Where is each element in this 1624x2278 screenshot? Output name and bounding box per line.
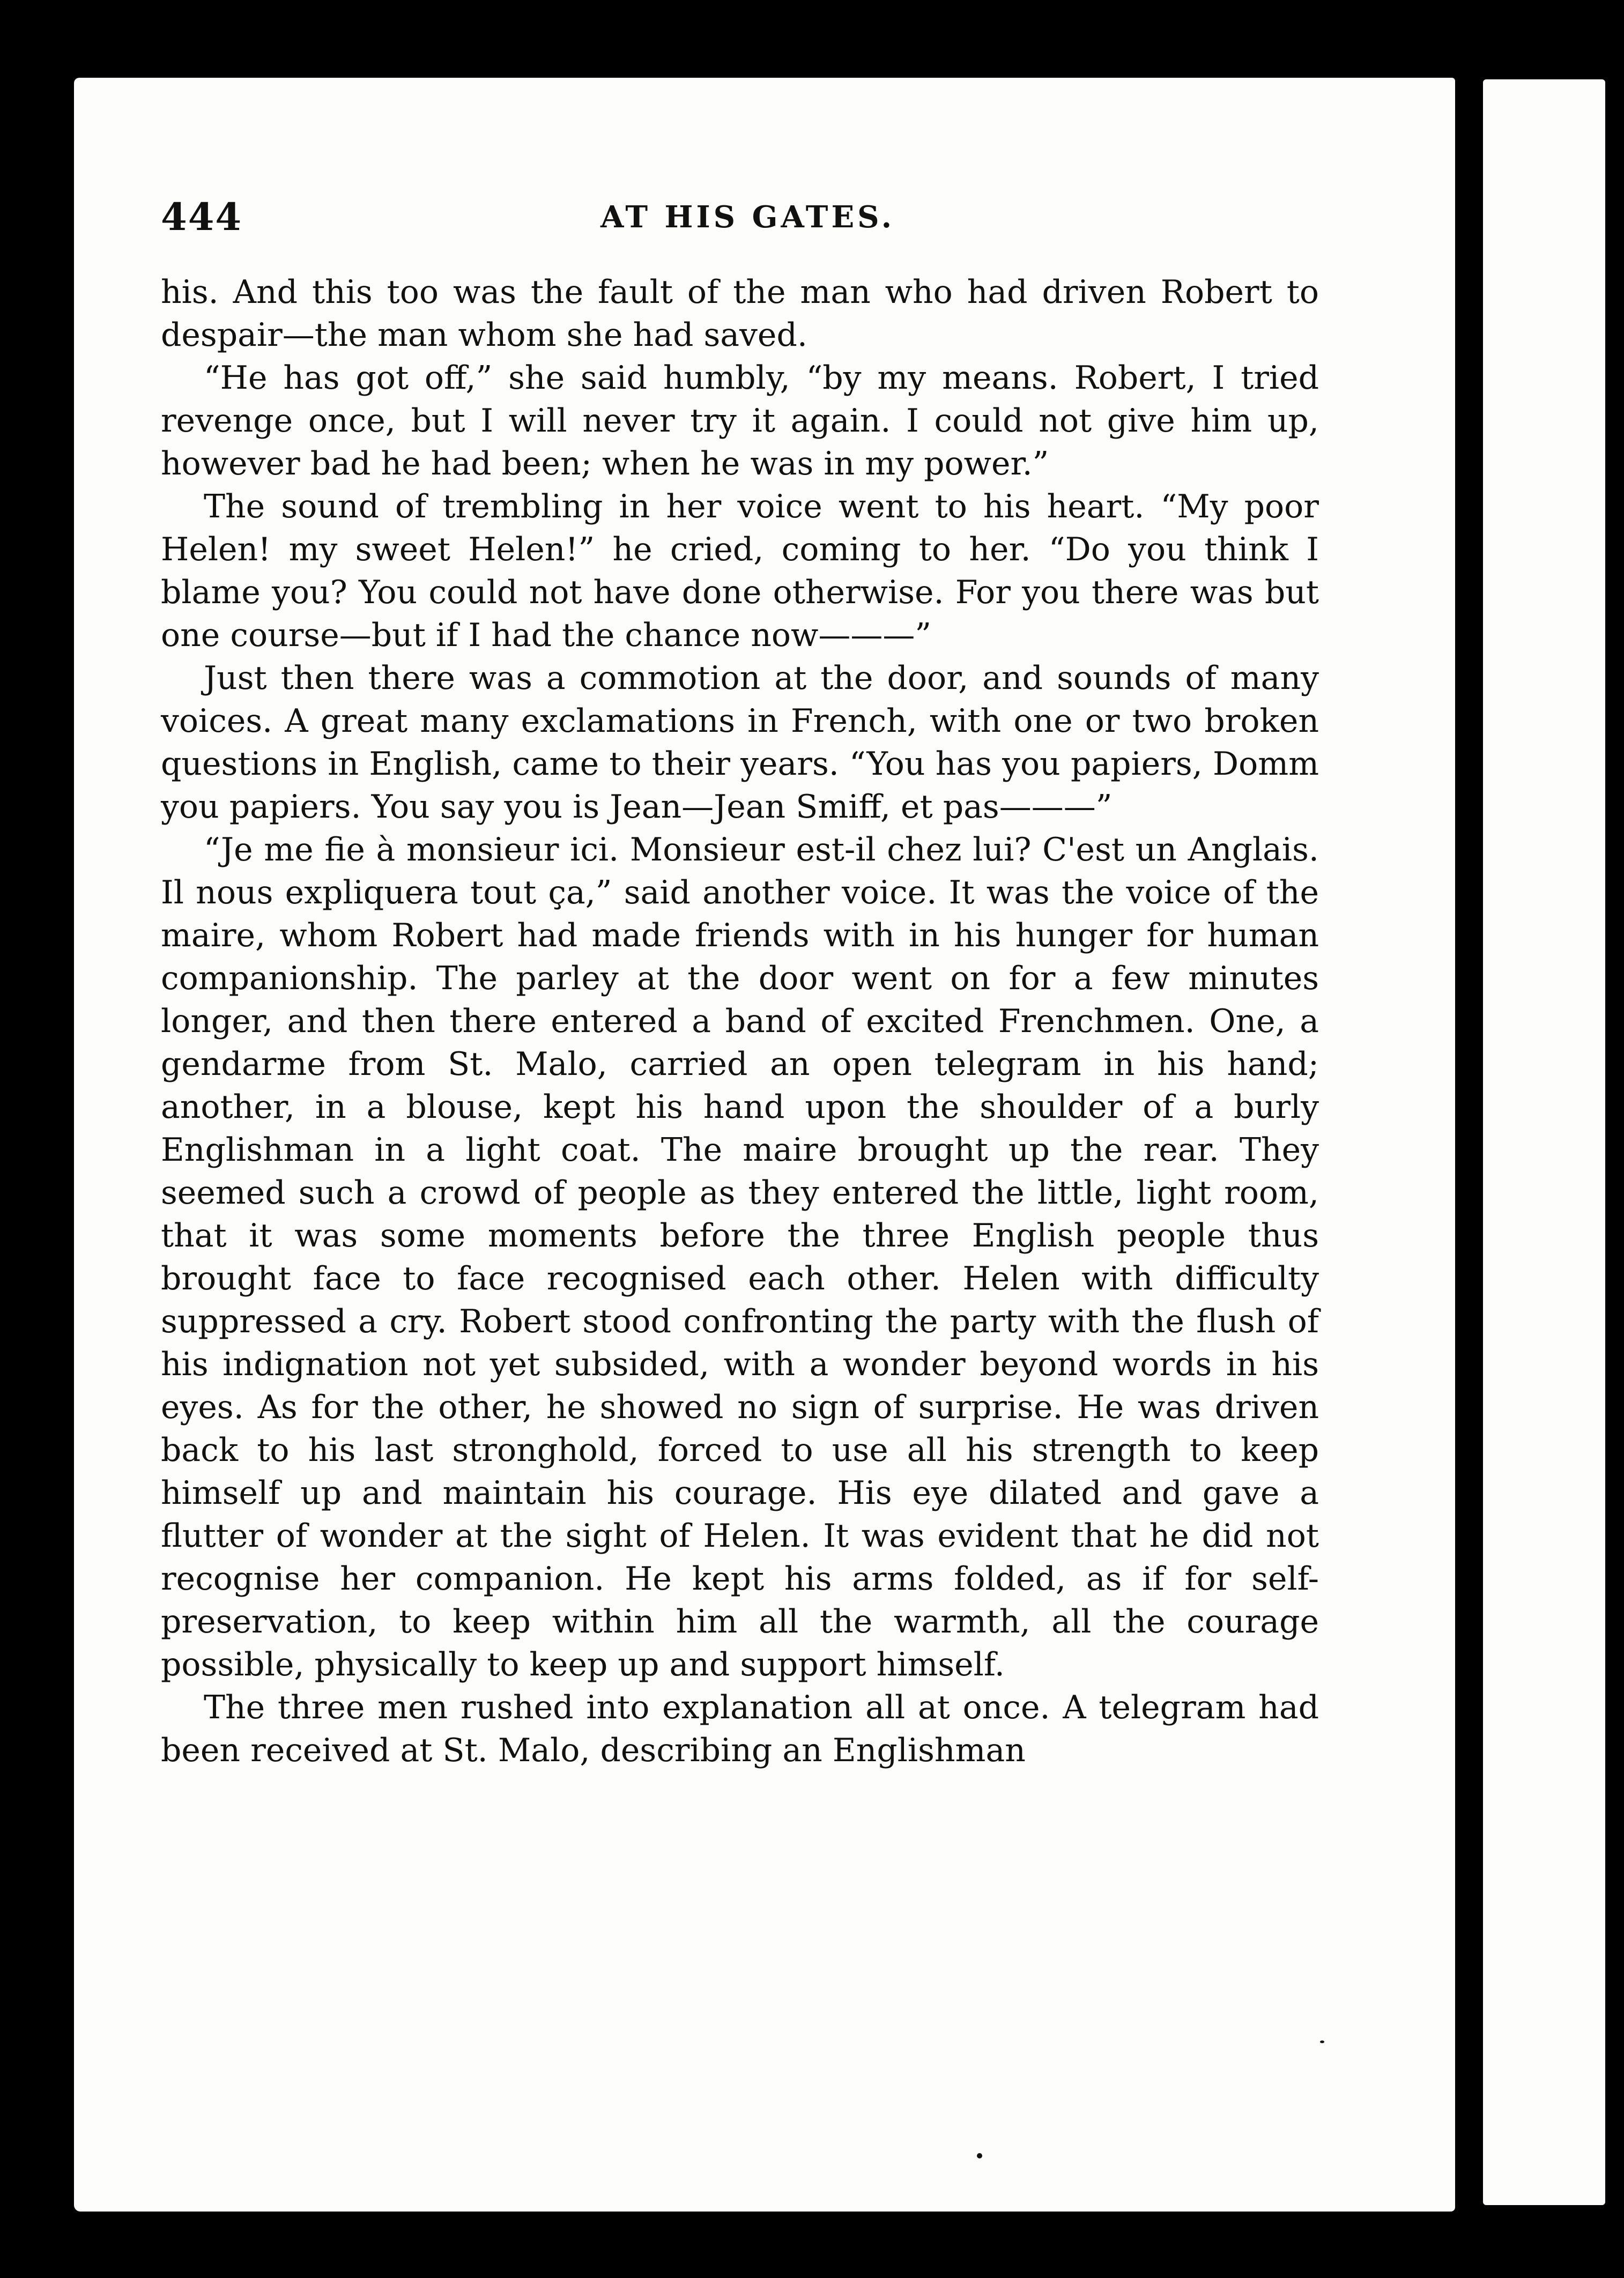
paragraph: “Je me fie à monsieur ici. Monsieur est-il chez lui? C'est un Anglais. Il nous expliquera tout ça,” said another voice. It was the voice of the maire, whom Robert had made friends with in his hunger for human companionship. The parley at the door went on for a few minutes longer, and then there entered a band of excited Frenchmen. One, a gendarme from St. Malo, carried an open telegram in his hand; another, in a blouse, kept his hand upon the shoulder of a burly Englishman in a light coat. The maire brought up the rear. They seemed such a crowd of people as they entered the little, light room, that it was some moments before the three English people thus brought face to face recognised each other. Helen with difficulty suppressed a cry. Robert stood confronting the party with the flush of his indignation not yet subsided, with a wonder beyond words in his eyes. As for the other, he showed no sign of surprise. He was driven back to his last stronghold, forced to use all his strength to keep himself up and maintain his courage. His eye dilated and gave a flutter of wonder at the sight of Helen. It was evident that he did not recognise her companion. He kept his arms folded, as if for self-preservation, to keep within him all the warmth, all the courage possible, physically to keep up and support himself. [161, 831, 1319, 1683]
paragraph: “He has got off,” she said humbly, “by my means. Robert, I tried revenge once, but I will never try it again. I could not give him up, however bad he had been; when he was in my power.” [161, 359, 1319, 483]
ink-speck [977, 2153, 982, 2158]
body-text [161, 271, 1319, 1772]
running-head [161, 188, 1319, 247]
adjacent-page-edge [1483, 79, 1605, 2205]
paragraph: The three men rushed into explanation all at once. A telegram had been received at St. Malo, describing an Englishman [161, 1689, 1319, 1769]
paragraph: his. And this too was the fault of the man who had driven Robert to despair—the man whom she had saved. [161, 273, 1319, 354]
running-title: AT HIS GATES. [600, 199, 895, 235]
ink-speck [1320, 2040, 1324, 2043]
paragraph: Just then there was a commotion at the door, and sounds of many voices. A great many exclamations in French, with one or two broken questions in English, came to their years. “You has you papiers, Domm you papiers. You say you is Jean—Jean Smiff, et pas———” [161, 659, 1319, 826]
paragraph: The sound of trembling in her voice went to his heart. “My poor Helen! my sweet Helen!” he cried, coming to her. “Do you think I blame you? You could not have done otherwise. For you there was but one course—but if I had the chance now———” [161, 488, 1319, 654]
page-number: 444 [161, 195, 243, 239]
